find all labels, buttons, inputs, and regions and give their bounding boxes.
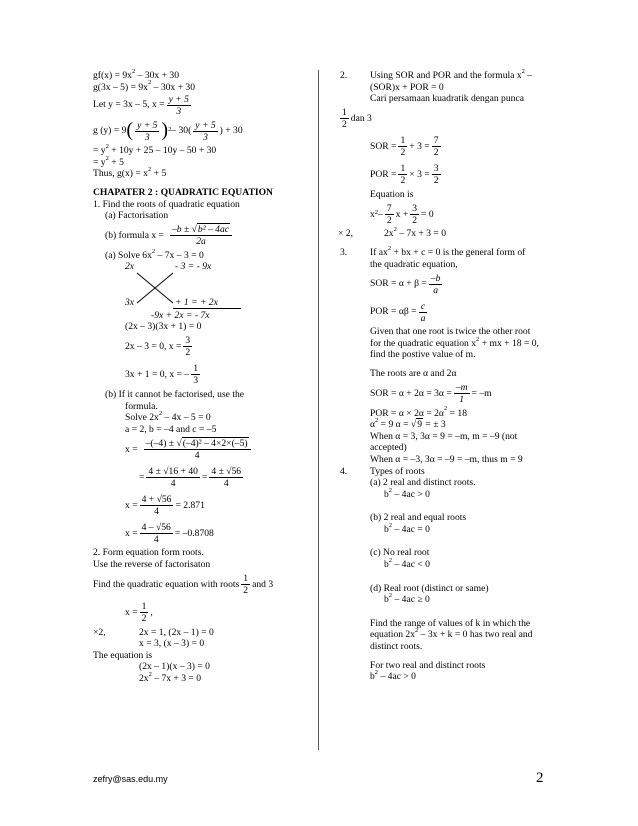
- qb-coefficients: a = 2, b = –4 and c = –5: [125, 423, 217, 435]
- q2-method: Use the reverse of factorisaton: [93, 558, 211, 570]
- q2-equation-is: The equation is: [93, 649, 153, 661]
- root-2: 3x + 1 = 0, x = – $\frac{1}{3}$: [125, 363, 198, 387]
- sor-alpha: SOR = α + 2α = 3α = $\frac{-m}{1}$ = –m: [370, 382, 492, 406]
- formula-root-plus: x = $\frac{4 + √56}{4}$ = 2.871: [125, 493, 205, 517]
- line-gf: $gf(x) = 9x^2 - 30x + 30$: [93, 67, 180, 81]
- p4c: (c) No real root: [370, 547, 430, 559]
- k-line3: distinct roots.: [370, 641, 423, 653]
- qb-intro: (b) If it cannot be factorised, use the: [105, 388, 245, 400]
- line-expand: = $y^2 + 10y + 25 - 10y - 50 + 30$: [93, 143, 217, 157]
- p4c-cond: $b^2 - 4ac < 0$: [384, 556, 430, 571]
- q2-x3: x = 3, (x – 3) = 0: [139, 638, 205, 650]
- footer-email: zefry@sas.edu.my: [93, 774, 168, 784]
- k-line2: equation $2x^2 - 3x + k = 0$ has two real and: [370, 627, 533, 641]
- line-simplify: = $y^2 + 5$: [93, 154, 124, 168]
- equation-fraction: x $^2$ – $\frac{7}{2}$ x + $\frac{3}{2}$ = 0: [370, 202, 434, 226]
- formula-root-minus: x = $\frac{4 - √56}{4}$ = –0.8708: [125, 521, 214, 545]
- p4d: (d) Real root (distinct or same): [370, 582, 489, 594]
- line-g3x: $g(3x - 5) = 9x^2 - 30x + 30$: [93, 79, 196, 93]
- qb-formula: formula.: [125, 400, 158, 412]
- p3-por: POR = αβ = $\frac{c}{a}$: [370, 300, 426, 324]
- por-alpha: POR = $\alpha \times 2\alpha = 2\alpha^2 = 18$: [370, 405, 468, 419]
- por-calc: POR = $\frac{1}{2}$ × 3 = $\frac{3}{2}$: [370, 163, 439, 187]
- p4-heading: 4. Types of roots: [340, 465, 425, 477]
- q2-result: $2x^2 - 7x + 3 = 0$: [139, 670, 202, 684]
- when-3: When α = 3, 3α = 9 = –m, m = –9 (not: [370, 430, 518, 442]
- q2-product: (2x – 1)(x – 3) = 0: [139, 661, 210, 673]
- line-gy: g (y) = 9 ( $\frac{y + 5}{3}$ ) $^2$ – 30( $\frac{y + 5}{3}$ ) + 30: [93, 119, 243, 143]
- given-3: find the postive value of m.: [370, 349, 476, 361]
- when-neg3: When α = –3, 3α = –9 = –m, thus m = 9: [370, 453, 523, 465]
- roots-are: The roots are α and 2α: [370, 367, 457, 379]
- p2-line2: (SOR)x + POR = 0: [370, 81, 444, 93]
- k-line4: For two real and distinct roots: [370, 659, 486, 671]
- cross-lines-icon: [135, 271, 175, 305]
- p4d-cond: $b^2 - 4ac \ge 0$: [384, 592, 430, 606]
- accepted: accepted): [370, 442, 407, 454]
- given-2: for the quadratic equation $x^2$ + mx + 18 = 0,: [370, 335, 539, 349]
- fraction: $\frac{y + 5}{3}$: [168, 93, 189, 117]
- line-thus: Thus, $g(x) = x^2 + 5$: [93, 166, 167, 180]
- p3-line2: the quadratic equation,: [370, 258, 458, 270]
- q1-heading: 1. Find the roots of quadratic equation: [93, 198, 240, 210]
- chapter-heading: CHAPATER 2 : QUADRATIC EQUATION: [93, 186, 273, 198]
- qa-solve: (a) Solve $6x^2 - 7x - 3 = 0$: [105, 247, 204, 261]
- formula-sub: x = $\frac{\text{–(–4) ± √(–4)² – 4×2×(–5)}}{4}$: [93, 435, 308, 463]
- q1a: (a) Factorisation: [105, 210, 169, 222]
- factorised: (2x – 3)(3x + 1) = 0: [125, 321, 202, 333]
- root-1: 2x – 3 = 0, x = $\frac{3}{2}$: [125, 335, 191, 359]
- q1b-formula: (b) formula x = $\frac{\text{–b ± √b² – 4ac}}{2a}$: [93, 222, 308, 250]
- formula-simplify: = $\frac{4 \pm √16 + 40}{4}$ = $\frac{4 \pm √56}{4}$: [139, 465, 242, 489]
- cross-method: 2x - 3 = - 9x 3x + 1 = + 2x -9x + 2x = - 7x: [93, 261, 308, 321]
- left-column: [93, 67, 308, 684]
- alpha-value: $\alpha^2 = 9$ α = √9 = ± 3: [370, 416, 446, 431]
- times2-line: × 2, $2x^2 - 7x + 3 = 0$: [338, 226, 447, 240]
- p4a: (a) 2 real and distinct roots.: [370, 477, 476, 489]
- p4b: (b) 2 real and equal roots: [370, 512, 467, 524]
- q2-x-value: x = $\frac{1}{2}$ ,: [125, 601, 153, 624]
- p4a-cond: $b^2 - 4ac > 0$: [384, 486, 430, 500]
- q2-heading: 2. Form equation form roots.: [93, 547, 204, 559]
- column-divider: [318, 70, 319, 750]
- qb-solve: Solve $2x^2 - 4x - 5 = 0$: [125, 409, 211, 424]
- p2-line3: Cari persamaan kuadratik dengan punca: [370, 93, 524, 105]
- given-1: Given that one root is twice the other root: [370, 326, 531, 338]
- k-line1: Find the range of values of k in which the: [370, 617, 531, 629]
- p2-roots: $\frac{1}{2}$ dan 3: [342, 107, 372, 131]
- p4b-cond: $b^2 - 4ac = 0$: [384, 521, 430, 535]
- p2-line1: 2. Using SOR and POR and the formula $x^2$ –: [340, 67, 533, 81]
- p3-sor: SOR = α + β = $\frac{-b}{a}$: [370, 272, 441, 296]
- sor-calc: SOR = $\frac{1}{2}$ + 3 = $\frac{7}{2}$: [370, 135, 439, 159]
- page-number: 2: [536, 770, 544, 786]
- q2-question: Find the quadratic equation with roots $\frac{1}{2}$ and 3: [93, 573, 274, 596]
- line-let-y: Let y = 3x – 5, x = $\frac{y + 5}{3}$: [93, 93, 189, 117]
- p3-line1: 3. If $ax^2$ + bx + c = 0 is the general form of: [340, 244, 526, 258]
- equation-is: Equation is: [370, 188, 414, 200]
- q2-times2: ×2, 2x = 1, (2x – 1) = 0: [93, 626, 214, 638]
- right-column: [338, 67, 550, 683]
- k-line5: $b^2 - 4ac > 0$: [370, 669, 416, 683]
